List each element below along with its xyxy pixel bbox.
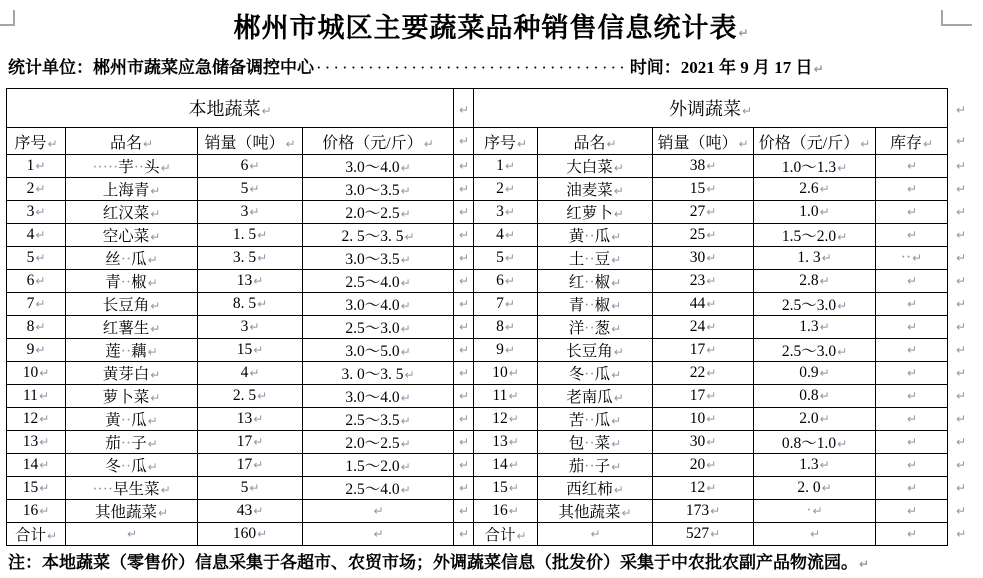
row-end-mark: ↵	[955, 102, 967, 117]
ext-col-price: 价格（元/斤）↵	[754, 128, 876, 155]
row-end-mark: ↵	[955, 320, 967, 334]
cell-ext-price: 1.0↵	[754, 201, 876, 224]
cell-local-price: 3.0～3.5↵	[303, 247, 454, 270]
cell-ext-price: ·↵	[754, 500, 876, 523]
row-end-mark: ↵	[955, 504, 967, 518]
cell-ext-name: 红萝卜↵	[538, 201, 653, 224]
cell-local-sales: 13↵	[198, 408, 303, 431]
cell-ext-sales: 23↵	[653, 270, 754, 293]
row-end-mark: ↵	[955, 159, 967, 173]
row-end-mark: ↵	[955, 182, 967, 196]
cell-local-price: 2.5～4.0↵	[303, 477, 454, 500]
separator-cell: ↵	[454, 155, 474, 178]
cell-ext-seq: 7↵	[474, 293, 538, 316]
cell-ext-sales: 20↵	[653, 454, 754, 477]
cell-local-sales: 17↵	[198, 454, 303, 477]
cell-ext-stock: ↵	[876, 431, 948, 454]
cell-ext-seq: 3↵	[474, 201, 538, 224]
table-row	[7, 408, 974, 431]
cell-local-sales: 8. 5↵	[198, 293, 303, 316]
cell-ext-stock: ··↵	[876, 247, 948, 270]
local-col-sales: 销量（吨）↵	[198, 128, 303, 155]
cell-ext-name: 黄··瓜↵	[538, 224, 653, 247]
cell-ext-name: 包··菜↵	[538, 431, 653, 454]
local-group-header: 本地蔬菜↵	[7, 89, 454, 128]
table-row	[7, 293, 974, 316]
cell-ext-stock: ↵	[876, 316, 948, 339]
table-row	[7, 477, 974, 500]
cell-local-sales: 13↵	[198, 270, 303, 293]
cell-ext-seq: 4↵	[474, 224, 538, 247]
cell-local-name: ·····芋··头↵	[66, 155, 198, 178]
cell-ext-price: 2.5～3.0↵	[754, 339, 876, 362]
separator-cell: ↵	[454, 128, 474, 155]
separator-cell: ↵	[454, 385, 474, 408]
cell-ext-price: 1.0～1.3↵	[754, 155, 876, 178]
local-col-price: 价格（元/斤）↵	[303, 128, 454, 155]
cell-ext-name: 其他蔬菜↵	[538, 500, 653, 523]
cell-ext-stock: ↵	[876, 201, 948, 224]
cell-local-price: 3.0～3.5↵	[303, 178, 454, 201]
cell-ext-name: ↵	[538, 523, 653, 546]
cell-ext-stock: ↵	[876, 523, 948, 546]
cell-local-price: 3.0～4.0↵	[303, 155, 454, 178]
row-end-mark: ↵	[955, 343, 967, 357]
cell-ext-sales: 527↵	[653, 523, 754, 546]
separator-cell: ↵	[454, 408, 474, 431]
cell-ext-sales: 30↵	[653, 247, 754, 270]
cell-local-seq: 14↵	[7, 454, 66, 477]
cell-ext-price: 0.9↵	[754, 362, 876, 385]
cell-local-name: 红汉菜↵	[66, 201, 198, 224]
cell-local-name: 长豆角↵	[66, 293, 198, 316]
ext-col-stock: 库存↵	[876, 128, 948, 155]
margin-crop-mark-right	[941, 10, 972, 26]
vegetable-stats-table	[6, 88, 974, 546]
row-end-mark: ↵	[955, 205, 967, 219]
cell-local-name: ↵	[66, 523, 198, 546]
row-end-mark: ↵	[955, 389, 967, 403]
table-row	[7, 362, 974, 385]
row-end-mark: ↵	[955, 366, 967, 380]
separator-cell: ↵	[454, 431, 474, 454]
table-row	[7, 385, 974, 408]
ext-col-seq: 序号↵	[474, 128, 538, 155]
row-end-mark: ↵	[955, 251, 967, 265]
table-row	[7, 178, 974, 201]
separator-cell: ↵	[454, 523, 474, 546]
dot-leader: ····································	[316, 58, 628, 77]
table-row	[7, 523, 974, 546]
cell-ext-stock: ↵	[876, 270, 948, 293]
separator-cell: ↵	[454, 316, 474, 339]
stat-unit-label: 统计单位：郴州市蔬菜应急储备调控中心	[8, 58, 314, 77]
separator-cell: ↵	[454, 477, 474, 500]
cell-local-sales: 3↵	[198, 201, 303, 224]
cell-local-sales: 43↵	[198, 500, 303, 523]
table-row	[7, 316, 974, 339]
separator-cell: ↵	[454, 178, 474, 201]
cell-local-name: 茄··子↵	[66, 431, 198, 454]
cell-local-seq: 15↵	[7, 477, 66, 500]
table-row	[7, 201, 974, 224]
table-row	[7, 454, 974, 477]
cell-local-seq: 11↵	[7, 385, 66, 408]
row-end-mark: ↵	[956, 527, 967, 541]
cell-ext-name: 油麦菜↵	[538, 178, 653, 201]
cell-ext-name: 青··椒↵	[538, 293, 653, 316]
cell-ext-seq: 13↵	[474, 431, 538, 454]
table-row	[7, 339, 974, 362]
cell-local-price: 2.5～3.5↵	[303, 408, 454, 431]
cell-local-seq: 9↵	[7, 339, 66, 362]
cell-local-sales: 160↵	[198, 523, 303, 546]
cell-ext-name: 大白菜↵	[538, 155, 653, 178]
cell-local-seq: 12↵	[7, 408, 66, 431]
cell-local-name: 青··椒↵	[66, 270, 198, 293]
cell-ext-stock: ↵	[876, 178, 948, 201]
cell-local-name: 红薯生↵	[66, 316, 198, 339]
cell-local-name: 黄芽白↵	[66, 362, 198, 385]
cell-local-price: 3.0～4.0↵	[303, 293, 454, 316]
meta-line	[8, 56, 983, 81]
cell-ext-price: 1. 3↵	[754, 247, 876, 270]
margin-crop-mark-left	[0, 10, 15, 26]
cell-local-price: 2.0～2.5↵	[303, 201, 454, 224]
cell-local-name: 黄··瓜↵	[66, 408, 198, 431]
cell-ext-seq: 15↵	[474, 477, 538, 500]
cell-ext-name: 冬··瓜↵	[538, 362, 653, 385]
footnote-text: 注：本地蔬菜（零售价）信息采集于各超市、农贸市场；外调蔬菜信息（批发价）采集于中农批农副产品物流园。↵	[8, 553, 870, 572]
cell-ext-price: 0.8↵	[754, 385, 876, 408]
group-header-row	[7, 89, 974, 128]
cell-local-seq: 3↵	[7, 201, 66, 224]
table-row	[7, 431, 974, 454]
cell-ext-price: 1.3↵	[754, 316, 876, 339]
cell-ext-name: 红··椒↵	[538, 270, 653, 293]
date-label: 时间：2021 年 9 月 17 日↵	[629, 58, 824, 77]
separator-cell: ↵	[454, 201, 474, 224]
cell-ext-sales: 44↵	[653, 293, 754, 316]
cell-ext-stock: ↵	[876, 408, 948, 431]
cell-local-price: 2.5～4.0↵	[303, 270, 454, 293]
cell-local-name: 冬··瓜↵	[66, 454, 198, 477]
cell-ext-price: 2.0↵	[754, 408, 876, 431]
cell-local-sales: 3↵	[198, 316, 303, 339]
column-header-row	[7, 128, 974, 155]
cell-local-sales: 1. 5↵	[198, 224, 303, 247]
cell-local-seq: 13↵	[7, 431, 66, 454]
separator-cell: ↵	[454, 270, 474, 293]
cell-local-seq: 5↵	[7, 247, 66, 270]
separator-cell: ↵	[454, 89, 474, 128]
row-end-mark: ↵	[955, 297, 967, 311]
cell-local-sales: 15↵	[198, 339, 303, 362]
separator-cell: ↵	[454, 454, 474, 477]
local-col-seq: 序号↵	[7, 128, 66, 155]
table-row	[7, 270, 974, 293]
cell-ext-stock: ↵	[876, 293, 948, 316]
cell-ext-sales: 15↵	[653, 178, 754, 201]
cell-local-name: 丝··瓜↵	[66, 247, 198, 270]
footnote-line	[8, 552, 983, 575]
cell-ext-name: 洋··葱↵	[538, 316, 653, 339]
cell-ext-sales: 17↵	[653, 385, 754, 408]
cell-local-sales: 5↵	[198, 477, 303, 500]
cell-local-name: 上海青↵	[66, 178, 198, 201]
separator-cell: ↵	[454, 500, 474, 523]
ext-col-sales: 销量（吨）↵	[653, 128, 754, 155]
local-col-name: 品名↵	[66, 128, 198, 155]
cell-ext-price: 0.8～1.0↵	[754, 431, 876, 454]
cell-local-name: 空心菜↵	[66, 224, 198, 247]
cell-ext-seq: 合计↵	[474, 523, 538, 546]
cell-local-price: ↵	[303, 523, 454, 546]
cell-ext-seq: 1↵	[474, 155, 538, 178]
page-title-line	[0, 10, 983, 51]
cell-ext-seq: 8↵	[474, 316, 538, 339]
cell-local-sales: 5↵	[198, 178, 303, 201]
ext-col-name: 品名↵	[538, 128, 653, 155]
cell-ext-sales: 24↵	[653, 316, 754, 339]
row-end-mark: ↵	[955, 134, 967, 148]
cell-ext-sales: 30↵	[653, 431, 754, 454]
cell-local-seq: 10↵	[7, 362, 66, 385]
cell-local-sales: 17↵	[198, 431, 303, 454]
cell-ext-sales: 25↵	[653, 224, 754, 247]
cell-local-name: 莲··藕↵	[66, 339, 198, 362]
cell-ext-seq: 2↵	[474, 178, 538, 201]
cell-local-price: 2.5～3.0↵	[303, 316, 454, 339]
cell-local-seq: 2↵	[7, 178, 66, 201]
cell-local-seq: 合计↵	[7, 523, 66, 546]
table-row	[7, 224, 974, 247]
cell-ext-seq: 11↵	[474, 385, 538, 408]
cell-local-seq: 1↵	[7, 155, 66, 178]
cell-local-price: 3.0～5.0↵	[303, 339, 454, 362]
cell-ext-name: 长豆角↵	[538, 339, 653, 362]
table-row	[7, 247, 974, 270]
cell-ext-sales: 38↵	[653, 155, 754, 178]
cell-ext-seq: 6↵	[474, 270, 538, 293]
cell-local-name: ····早生菜↵	[66, 477, 198, 500]
cell-ext-sales: 17↵	[653, 339, 754, 362]
cell-ext-name: 老南瓜↵	[538, 385, 653, 408]
cell-local-sales: 3. 5↵	[198, 247, 303, 270]
cell-ext-price: 2. 0↵	[754, 477, 876, 500]
row-end-mark: ↵	[955, 228, 967, 242]
cell-local-name: 其他蔬菜↵	[66, 500, 198, 523]
cell-local-name: 萝卜菜↵	[66, 385, 198, 408]
cell-ext-seq: 16↵	[474, 500, 538, 523]
cell-ext-name: 茄··子↵	[538, 454, 653, 477]
cell-local-seq: 16↵	[7, 500, 66, 523]
cell-ext-price: ↵	[754, 523, 876, 546]
separator-cell: ↵	[454, 339, 474, 362]
cell-ext-price: 1.5～2.0↵	[754, 224, 876, 247]
cell-ext-seq: 12↵	[474, 408, 538, 431]
cell-ext-name: 苦··瓜↵	[538, 408, 653, 431]
cell-local-price: 1.5～2.0↵	[303, 454, 454, 477]
cell-local-price: 3.0～4.0↵	[303, 385, 454, 408]
cell-local-seq: 6↵	[7, 270, 66, 293]
cell-local-sales: 6↵	[198, 155, 303, 178]
cell-local-price: 2.0～2.5↵	[303, 431, 454, 454]
cell-ext-seq: 9↵	[474, 339, 538, 362]
row-end-mark: ↵	[955, 481, 967, 495]
cell-local-sales: 2. 5↵	[198, 385, 303, 408]
cell-ext-seq: 14↵	[474, 454, 538, 477]
cell-local-seq: 8↵	[7, 316, 66, 339]
row-end-mark: ↵	[955, 412, 967, 426]
row-end-mark: ↵	[955, 435, 967, 449]
cell-ext-seq: 10↵	[474, 362, 538, 385]
table-row	[7, 500, 974, 523]
cell-ext-stock: ↵	[876, 454, 948, 477]
row-end-mark: ↵	[955, 274, 967, 288]
separator-cell: ↵	[454, 362, 474, 385]
cell-local-price: 2. 5～3. 5↵	[303, 224, 454, 247]
cell-ext-price: 2.6↵	[754, 178, 876, 201]
cell-ext-name: 土··豆↵	[538, 247, 653, 270]
cell-ext-sales: 12↵	[653, 477, 754, 500]
cell-local-seq: 7↵	[7, 293, 66, 316]
table-body	[7, 155, 974, 546]
cell-local-price: 3. 0～3. 5↵	[303, 362, 454, 385]
cell-ext-price: 2.8↵	[754, 270, 876, 293]
row-end-mark: ↵	[955, 458, 967, 472]
cell-ext-stock: ↵	[876, 155, 948, 178]
cell-ext-stock: ↵	[876, 477, 948, 500]
page-title: 郴州市城区主要蔬菜品种销售信息统计表↵	[233, 13, 750, 43]
cell-ext-seq: 5↵	[474, 247, 538, 270]
cell-ext-stock: ↵	[876, 339, 948, 362]
cell-ext-sales: 27↵	[653, 201, 754, 224]
cell-ext-price: 2.5～3.0↵	[754, 293, 876, 316]
separator-cell: ↵	[454, 247, 474, 270]
cell-ext-sales: 10↵	[653, 408, 754, 431]
cell-ext-price: 1.3↵	[754, 454, 876, 477]
separator-cell: ↵	[454, 224, 474, 247]
external-group-header: 外调蔬菜↵	[474, 89, 948, 128]
separator-cell: ↵	[454, 293, 474, 316]
cell-ext-name: 西红柿↵	[538, 477, 653, 500]
cell-ext-sales: 173↵	[653, 500, 754, 523]
cell-local-seq: 4↵	[7, 224, 66, 247]
cell-local-price: ↵	[303, 500, 454, 523]
cell-ext-stock: ↵	[876, 385, 948, 408]
cell-ext-stock: ↵	[876, 224, 948, 247]
cell-local-sales: 4↵	[198, 362, 303, 385]
cell-ext-stock: ↵	[876, 362, 948, 385]
cell-ext-sales: 22↵	[653, 362, 754, 385]
cell-ext-stock: ↵	[876, 500, 948, 523]
table-row	[7, 155, 974, 178]
